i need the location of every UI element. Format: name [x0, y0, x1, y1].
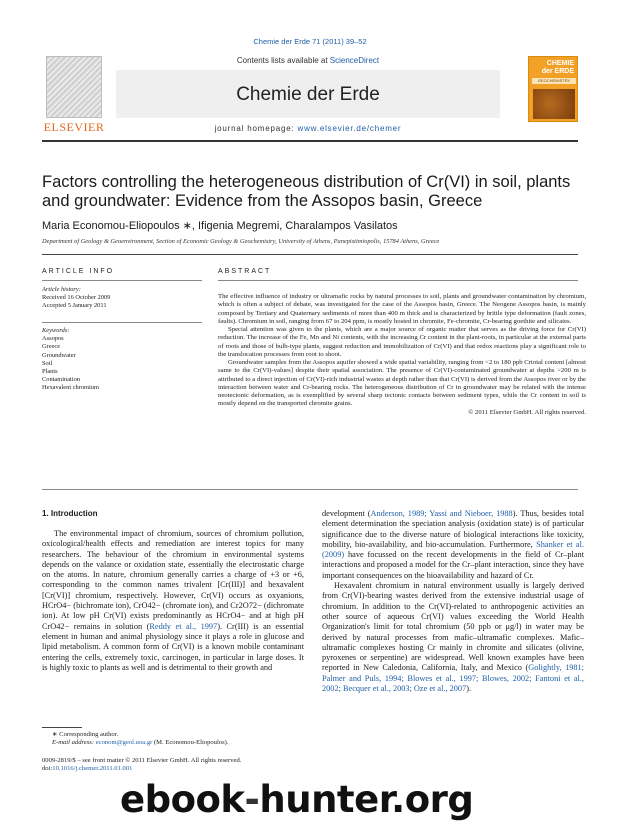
contents-prefix: Contents lists available at [236, 56, 330, 65]
abstract-paragraph: Special attention was given to the plants, which are a major source of organic matter that serves as the driving force for Cr(VI) reduction. The increase of the Fe, Mn and Ni contents, with the increasing Cr content in the plant-roots, in particular at the external parts of roots and those of bulb-type plants, suggest reduction and immobilization of Cr(VI) and that redox reactions play a significant role to the translocation processes from root to shoot. [218, 326, 586, 358]
abstract-heading: ABSTRACT [218, 268, 272, 275]
body-column-right [322, 509, 584, 694]
keyword-item: Plants [42, 368, 58, 376]
cover-subtitle: GEOCHEMISTRY [537, 78, 571, 83]
email-link[interactable]: econom@geol.uoa.gr [95, 739, 153, 747]
issn-line: 0009-2819/$ – see front matter © 2011 Elsevier GmbH. All rights reserved. [42, 757, 242, 764]
keyword-item: Groundwater [42, 351, 76, 359]
citation-link[interactable]: Golightly, 1981; Palmer and Puls, 1994; Blowes et al., 1997; Blowes, 2002; Fantoni et al., 2002; Becquer et al., 2003; Oze et al., 2007 [322, 663, 584, 694]
citation-link[interactable]: Anderson, 1989; Yassi and Nieboer, 1988 [370, 509, 513, 518]
keyword-item: Soil [42, 359, 53, 367]
watermark-overlay: ebook-hunter.org [120, 778, 474, 821]
author-list: Maria Economou-Eliopoulos ∗, Ifigenia Megremi, Charalampos Vasilatos [42, 220, 398, 232]
elsevier-wordmark: ELSEVIER [43, 120, 105, 134]
email-line: E-mail address: econom@geol.uoa.gr (M. Economou-Eliopoulos). [52, 739, 229, 747]
article-info-heading: ARTICLE INFO [42, 268, 115, 275]
keyword-item: Contamination [42, 376, 80, 384]
body-paragraph: The environmental impact of chromium, sources of chromium pollution, oxicological/health effects and remediation are interest topics for many researchers. The behaviour of the chromium in environmental systems depends on the valance or oxidation state, essentially the electrostatic charge on the atoms. In nature, chromium generally carries a charge of +3 or +6, corresponding to the common names trivalent [Cr(III)] and hexavalent [Cr(VI)] chromium, respectively. However, Cr(VI) occurs as oxyanions, HCrO4− (bichromate ion), CrO42− (chromate ion), and Cr2O72− (dichromate ion). At low pH Cr(VI) exists predominantly as HCrO4− and at high pH CrO42− remains in solution (Reddy et al., 1997). Cr(III) is an essential element in human and animal physiology since it plays a role in glucose and lipid metabolism. A common form of Cr(VI) is a known mobile contaminant entering the cells, extremely toxic, carcinogen, in particular in large doses. It is highly toxic to plants as well and is detrimental to their growth and [42, 529, 304, 672]
footnote [52, 731, 302, 748]
elsevier-logo [42, 56, 106, 136]
abstract-body [218, 293, 586, 417]
masthead-center [116, 52, 500, 138]
footnote-divider [42, 727, 82, 728]
doi-link[interactable]: 10.1016/j.chemer.2011.01.001 [52, 765, 133, 773]
citation-link[interactable]: Shanker et al. (2009) [322, 539, 584, 560]
author-affiliation: Department of Geology & Geoenvironment, Section of Economic Geology & Geochemistry, University of Athens, Panepistimiopolis, 15784 Athens, Greece [42, 238, 440, 245]
doi-line: doi:10.1016/j.chemer.2011.01.001 [42, 765, 133, 773]
keywords-label: Keywords: [42, 327, 70, 334]
body-column-left [42, 529, 304, 673]
citation-link[interactable]: Reddy et al., 1997 [149, 621, 218, 631]
contents-line [116, 56, 500, 65]
body-paragraph: development (Anderson, 1989; Yassi and Nieboer, 1988). Thus, besides total element determination the speciation analysis (oxidation state) is of particular significance due to the diverse nature of biological interactions like toxicity, mobility, bio-availability, and bio-accumulation. Furthermore, Shanker et al. (2009) have focussed on the recent developments in the field of Cr–plant interactions and proposed a model for the Cr–plant interaction, since they have important consequences on the bioavailability and hazard of Cr. [322, 509, 584, 580]
abstract-rule [218, 280, 578, 281]
journal-cover-thumbnail [528, 56, 578, 122]
article-history [42, 286, 202, 311]
homepage-prefix: journal homepage: [214, 124, 298, 133]
received-date: Received 16 October 2009 [42, 294, 111, 302]
masthead-divider [42, 140, 578, 142]
corresponding-author-note: ∗ Corresponding author. [52, 731, 119, 738]
history-label: Article history: [42, 286, 81, 293]
journal-title: Chemie der Erde [236, 84, 380, 105]
accepted-date: Accepted 5 January 2011 [42, 302, 107, 310]
body-paragraph: Hexavalent chromium in natural environment usually is largely derived from Cr(VI)-bearing wastes derived from the extensive industrial usage of chromium. In addition to the Cr(VI)-related to anthropogenic activities an other source of aqueous Cr(VI) values exceeding the World Health Organization's limit for total chromium (50 ppb or μg/l) in water may be derived by natural processes from mafic–ultramafic complexes. Mafic–ultramafic complexes hosting Cr mainly in chromite and silicates (olivine, pyroxenes or serpentine) are widespread. Well known examples have been reported in New Caledonia, California, Italy, and Mexico (Golightly, 1981; Palmer and Puls, 1994; Blowes et al., 1997; Blowes, 2002; Fantoni et al., 2002; Becquer et al., 2003; Oze et al., 2007). [322, 581, 584, 694]
issn-doi-block [42, 757, 302, 774]
cover-title: CHEMIE der ERDE [541, 60, 574, 75]
journal-homepage-link[interactable]: www.elsevier.de/chemer [297, 124, 402, 133]
journal-reference-link[interactable]: Chemie der Erde 71 (2011) 39–52 [253, 37, 367, 46]
abstract-paragraph: The effective influence of industry or ultramafic rocks by natural processes to soil, plants and groundwater contamination by chromium, which is often a subject of debate, was investigated for the case of the Assopos basin, Greece. The Neogene Assopos basin, is mainly composed by Tertiary and Quaternary sediments of more than 400 m thick and is characterized by brittle type deformation (fault zones, faults). Chromium in soil, ranging from 67 to 204 ppm, is mostly hosted in chromite, Fe-chromite, Cr-bearing goethite and silicates. [218, 293, 586, 325]
keyword-item: Greece [42, 343, 61, 351]
journal-homepage-line [116, 124, 500, 133]
keyword-item: Assopos [42, 335, 64, 343]
keywords-block [42, 327, 202, 393]
journal-title-box [116, 70, 500, 118]
abstract-paragraph: Groundwater samples from the Assopos aquifer showed a wide spatial variability, ranging from <2 to 180 ppb Crtotal content [almost same to the Cr(VI)-values] despite their spatial association. The presence of Cr(VI)-contaminated groundwater at depths >200 m is attributed to a direct injection of Cr(VI)-rich industrial wastes at depth rather than that Cr(VI) is derived from the Assopos river or by the interaction between water and Cr-bearing rocks. The heterogeneous distribution of Cr in groundwater may be related with the intense neotectonic deformation, as is exemplified by several sharp tectonic contacts between sediment types, while the Cr content in soil is mostly depend on the transported chromite grains. [218, 359, 586, 408]
info-divider [42, 322, 202, 323]
abstract-bottom-divider [42, 489, 578, 490]
affiliation-divider [42, 254, 578, 255]
keyword-item: Hexavalent chromium [42, 384, 99, 392]
cover-image [533, 89, 575, 119]
sciencedirect-link[interactable]: ScienceDirect [329, 56, 380, 65]
section-heading-introduction: 1. Introduction [42, 509, 98, 518]
elsevier-tree-icon [46, 56, 102, 118]
abstract-copyright: © 2011 Elsevier GmbH. All rights reserved. [468, 408, 586, 416]
journal-masthead [42, 52, 578, 138]
article-info-rule [42, 280, 202, 281]
article-title: Factors controlling the heterogeneous distribution of Cr(VI) in soil, plants and groundwater: Evidence from the Assopos basin, Greece [42, 173, 571, 210]
